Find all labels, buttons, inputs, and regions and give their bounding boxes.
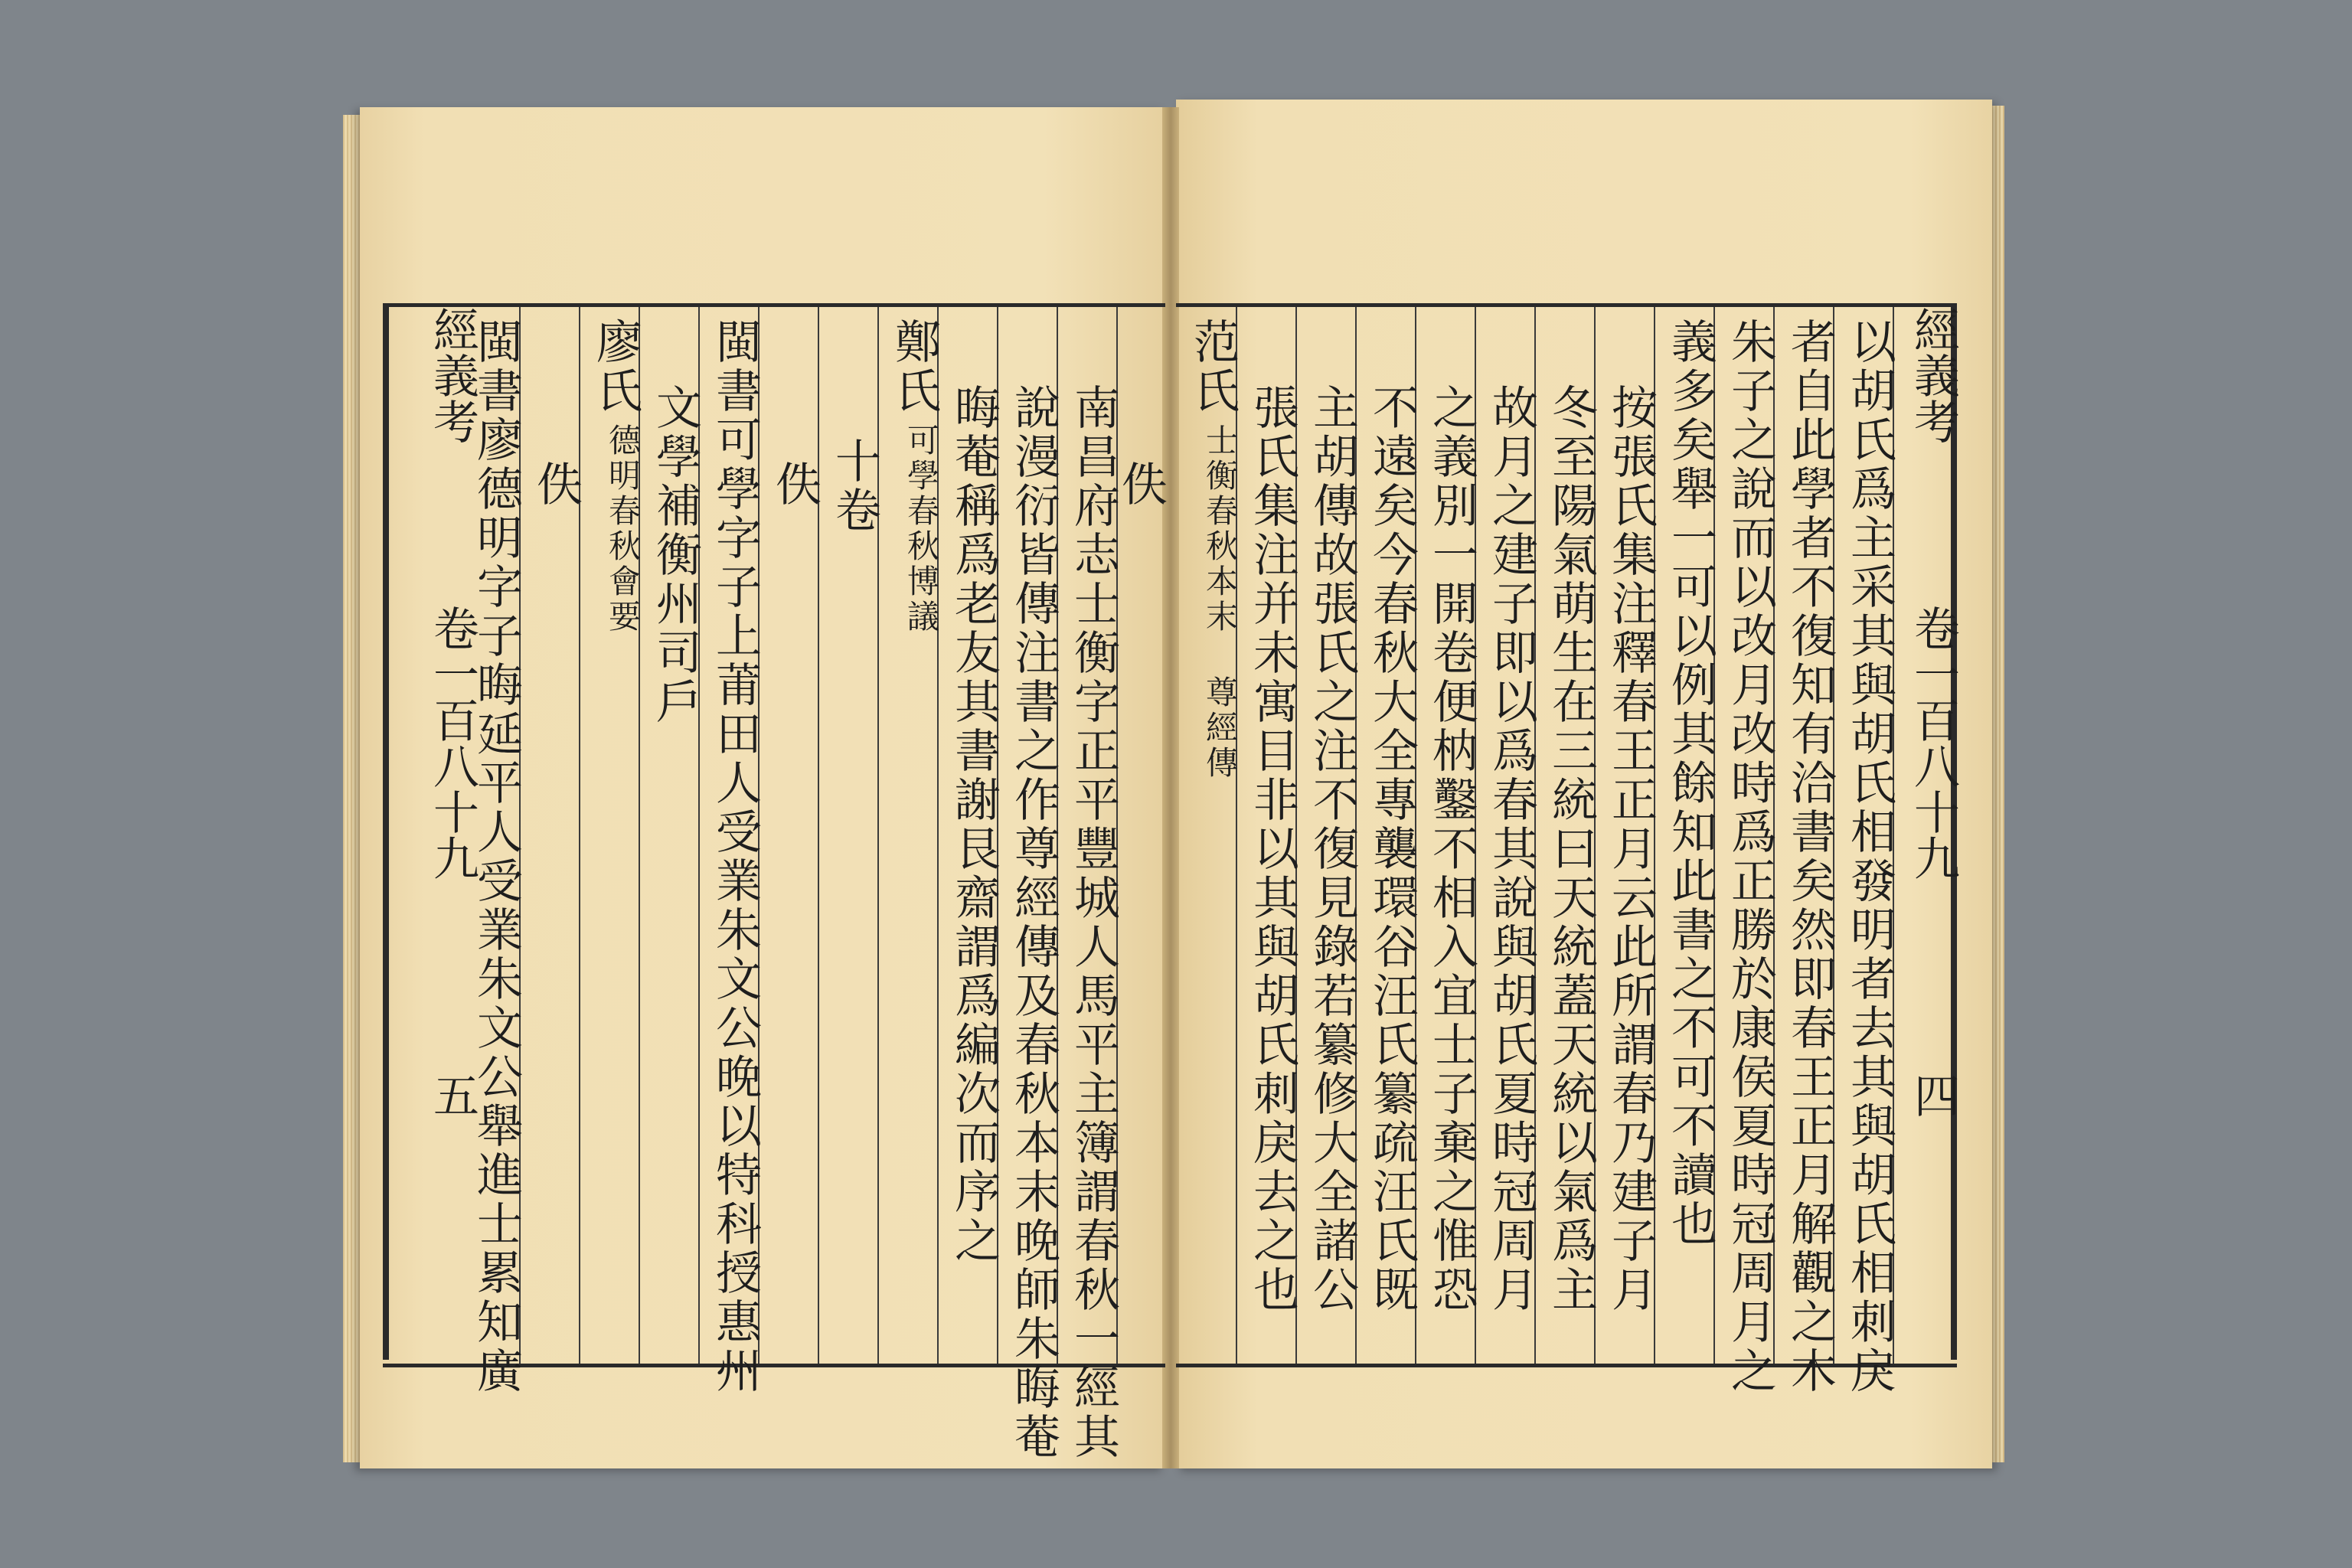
left-fold-volume: 卷一百八十九 xyxy=(426,605,479,880)
column-text: 義多矣舉一可以例其餘知此書之不可不讀也 xyxy=(1664,318,1717,1249)
right-column-10 xyxy=(1295,307,1357,1364)
right-column-3 xyxy=(1713,307,1777,1396)
column-text: 佚 xyxy=(529,460,583,509)
column-note: 士衡春秋本末 尊經傳 xyxy=(1201,423,1239,781)
column-text: 南昌府志士衡字正平豐城人馬平主簿謂春秋一經其 xyxy=(1067,384,1120,1462)
left-column-8 xyxy=(698,307,762,1396)
left-column-9 xyxy=(639,307,700,1364)
right-column-4 xyxy=(1654,307,1715,1364)
column-text xyxy=(877,318,941,635)
column-text: 不遠矣今春秋大全專襲環谷汪氏纂疏汪氏既 xyxy=(1365,384,1419,1315)
column-text: 者自此學者不復知有洽書矣然即春王正月解觀之木 xyxy=(1783,318,1837,1396)
left-column-5 xyxy=(877,307,939,1364)
left-column-11 xyxy=(519,307,583,1364)
right-column-7 xyxy=(1475,307,1536,1364)
right-column-11 xyxy=(1236,307,1297,1364)
column-main: 鄭氏 xyxy=(887,318,941,416)
column-text: 故月之建子即以爲春其說與胡氏夏時冠周月 xyxy=(1485,384,1538,1315)
left-column-3 xyxy=(997,307,1060,1462)
right-column-2 xyxy=(1773,307,1837,1396)
right-fold-page-number: 四 xyxy=(1906,1072,1960,1118)
right-column-6 xyxy=(1534,307,1596,1364)
column-text: 朱子之說而以改月改時爲正勝於康侯夏時冠周月之 xyxy=(1723,318,1777,1396)
left-column-12 xyxy=(459,307,523,1396)
column-text: 以胡氏爲主采其與胡氏相發明者去其與胡氏相刺戾 xyxy=(1843,318,1896,1396)
column-note: 可學春秋博議 xyxy=(903,423,940,635)
right-column-5 xyxy=(1594,307,1658,1364)
column-text xyxy=(579,318,642,635)
column-text: 說漫衍皆傳注書之作尊經傳及春秋本末晚師朱晦菴 xyxy=(1007,384,1060,1462)
column-main: 范氏 xyxy=(1186,318,1240,416)
column-note: 德明春秋會要 xyxy=(604,423,642,635)
left-column-1 xyxy=(1114,307,1168,1364)
column-main: 廖氏 xyxy=(589,318,642,416)
column-text: 按張氏集注釋春王正月云此所謂春乃建子月 xyxy=(1604,384,1658,1315)
right-text-frame xyxy=(1176,303,1957,1396)
right-column-12 xyxy=(1176,307,1240,1364)
column-text: 文學補衡州司戶 xyxy=(648,384,702,727)
left-column-7 xyxy=(758,307,822,1364)
column-text: 閩書廖德明字子晦延平人受業朱文公舉進士累知廣 xyxy=(469,318,523,1396)
column-text: 閩書可學字子上莆田人受業朱文公晚以特科授惠州 xyxy=(708,318,762,1396)
right-fold-volume: 卷一百八十九 xyxy=(1906,605,1960,880)
column-text xyxy=(1176,318,1240,781)
column-text: 佚 xyxy=(768,460,822,509)
left-fold-page-number: 五 xyxy=(426,1072,479,1118)
column-text: 主胡傳故張氏之注不復見錄若纂修大全諸公 xyxy=(1305,384,1359,1315)
right-fold-title: 經義考 xyxy=(1906,306,1960,444)
column-text: 張氏集注并未寓目非以其與胡氏刺戾去之也 xyxy=(1246,384,1299,1315)
left-text-frame xyxy=(383,303,1168,1462)
column-text: 佚 xyxy=(1114,460,1168,509)
left-column-4 xyxy=(937,307,1001,1364)
column-text: 冬至陽氣萌生在三統曰天統蓋天統以氣爲主 xyxy=(1544,384,1598,1315)
column-text: 之義別一開卷便枘鑿不相入宜士子棄之惟恐 xyxy=(1425,384,1478,1315)
right-column-1 xyxy=(1833,307,1896,1396)
left-column-6 xyxy=(818,307,879,1364)
left-fold-title: 經義考 xyxy=(426,306,479,444)
left-column-2 xyxy=(1057,307,1120,1462)
column-text: 十卷 xyxy=(828,437,881,535)
column-text: 晦菴稱爲老友其書謝艮齋謂爲編次而序之 xyxy=(947,384,1001,1266)
right-column-9 xyxy=(1355,307,1419,1364)
right-column-8 xyxy=(1415,307,1476,1364)
left-column-10 xyxy=(579,307,640,1364)
